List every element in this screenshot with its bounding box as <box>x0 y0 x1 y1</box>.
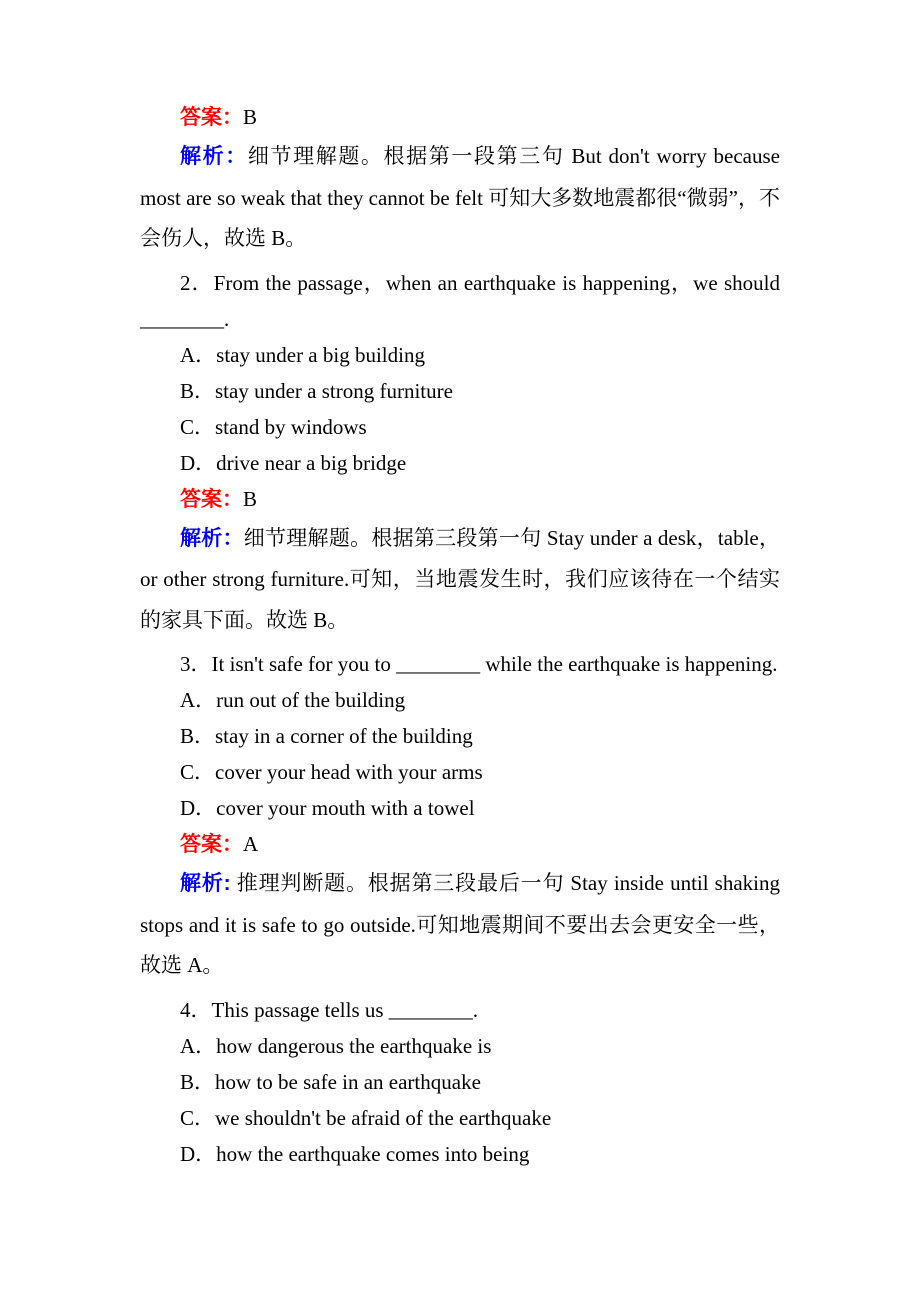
answer-label: 答案： <box>180 487 243 511</box>
option-text: B．stay in a corner of the building <box>180 724 473 748</box>
option-text: A．stay under a big building <box>180 342 425 367</box>
answer-label: 答案： <box>180 106 243 129</box>
explanation-label: 解析: <box>180 872 231 895</box>
option-text: D．cover your mouth with a towel <box>180 796 475 820</box>
option-line-q2-a <box>140 337 780 373</box>
explanation-text: 细节理解题。根据第三段第一句 Stay under a desk，table，or other strong furniture.可知，当地震发生时，我们应该待在一个结实的家具下面。故选 B。 <box>140 525 780 632</box>
explanation-label: 解析： <box>180 526 244 550</box>
option-text: C．we shouldn't be afraid of the earthquake <box>180 1105 552 1130</box>
option-line-q2-d <box>140 445 780 481</box>
option-line-q3-c <box>140 754 780 790</box>
explanation-paragraph-q2 <box>140 518 780 641</box>
option-line-q3-b <box>140 718 780 754</box>
question-stem-q4 <box>140 992 780 1028</box>
explanation-label: 解析： <box>180 145 248 168</box>
question-stem-q2 <box>140 265 780 337</box>
option-line-q4-d <box>140 1136 780 1172</box>
answer-value: B <box>243 486 258 511</box>
answer-value: A <box>243 832 259 856</box>
explanation-paragraph-q3 <box>140 863 780 986</box>
option-line-q3-a <box>140 682 780 718</box>
answer-line-q1 <box>140 99 780 136</box>
question-number: 3． <box>180 652 212 676</box>
answer-value: B <box>243 105 258 129</box>
option-line-q4-b <box>140 1064 780 1100</box>
question-text: From the passage，when an earthquake is happening，we should ________. <box>140 270 780 331</box>
option-text: C．stand by windows <box>180 414 367 439</box>
option-text: C．cover your head with your arms <box>180 760 483 784</box>
answer-line-q2 <box>140 481 780 518</box>
option-text: A．run out of the building <box>180 688 406 712</box>
question-text: This passage tells us ________. <box>211 997 479 1022</box>
option-line-q4-a <box>140 1028 780 1064</box>
option-line-q4-c <box>140 1100 780 1136</box>
question-text: It isn't safe for you to ________ while the earthquake is happening. <box>211 652 778 676</box>
option-text: B．stay under a strong furniture <box>180 378 453 403</box>
answer-label: 答案： <box>180 833 243 856</box>
explanation-text: 推理判断题。根据第三段最后一句 Stay inside until shaking stops and it is safe to go outside.可知地震期间不要出去会更安全一些，故选 A。 <box>140 871 780 977</box>
answer-line-q3 <box>140 826 780 863</box>
explanation-paragraph-q1 <box>140 136 780 259</box>
option-text: D．drive near a big bridge <box>180 450 407 475</box>
option-line-q3-d <box>140 790 780 826</box>
explanation-text: 细节理解题。根据第一段第三句 But don't worry because most are so weak that they cannot be felt 可知大多数地震都很“微弱”，不会伤人，故选 B。 <box>140 144 781 250</box>
option-line-q2-b <box>140 373 780 409</box>
option-text: B．how to be safe in an earthquake <box>180 1069 481 1094</box>
option-text: A．how dangerous the earthquake is <box>180 1033 492 1058</box>
option-text: D．how the earthquake comes into being <box>180 1141 530 1166</box>
question-stem-q3 <box>140 646 780 682</box>
option-line-q2-c <box>140 409 780 445</box>
question-number: 2． <box>180 270 214 295</box>
question-number: 4． <box>180 997 212 1022</box>
